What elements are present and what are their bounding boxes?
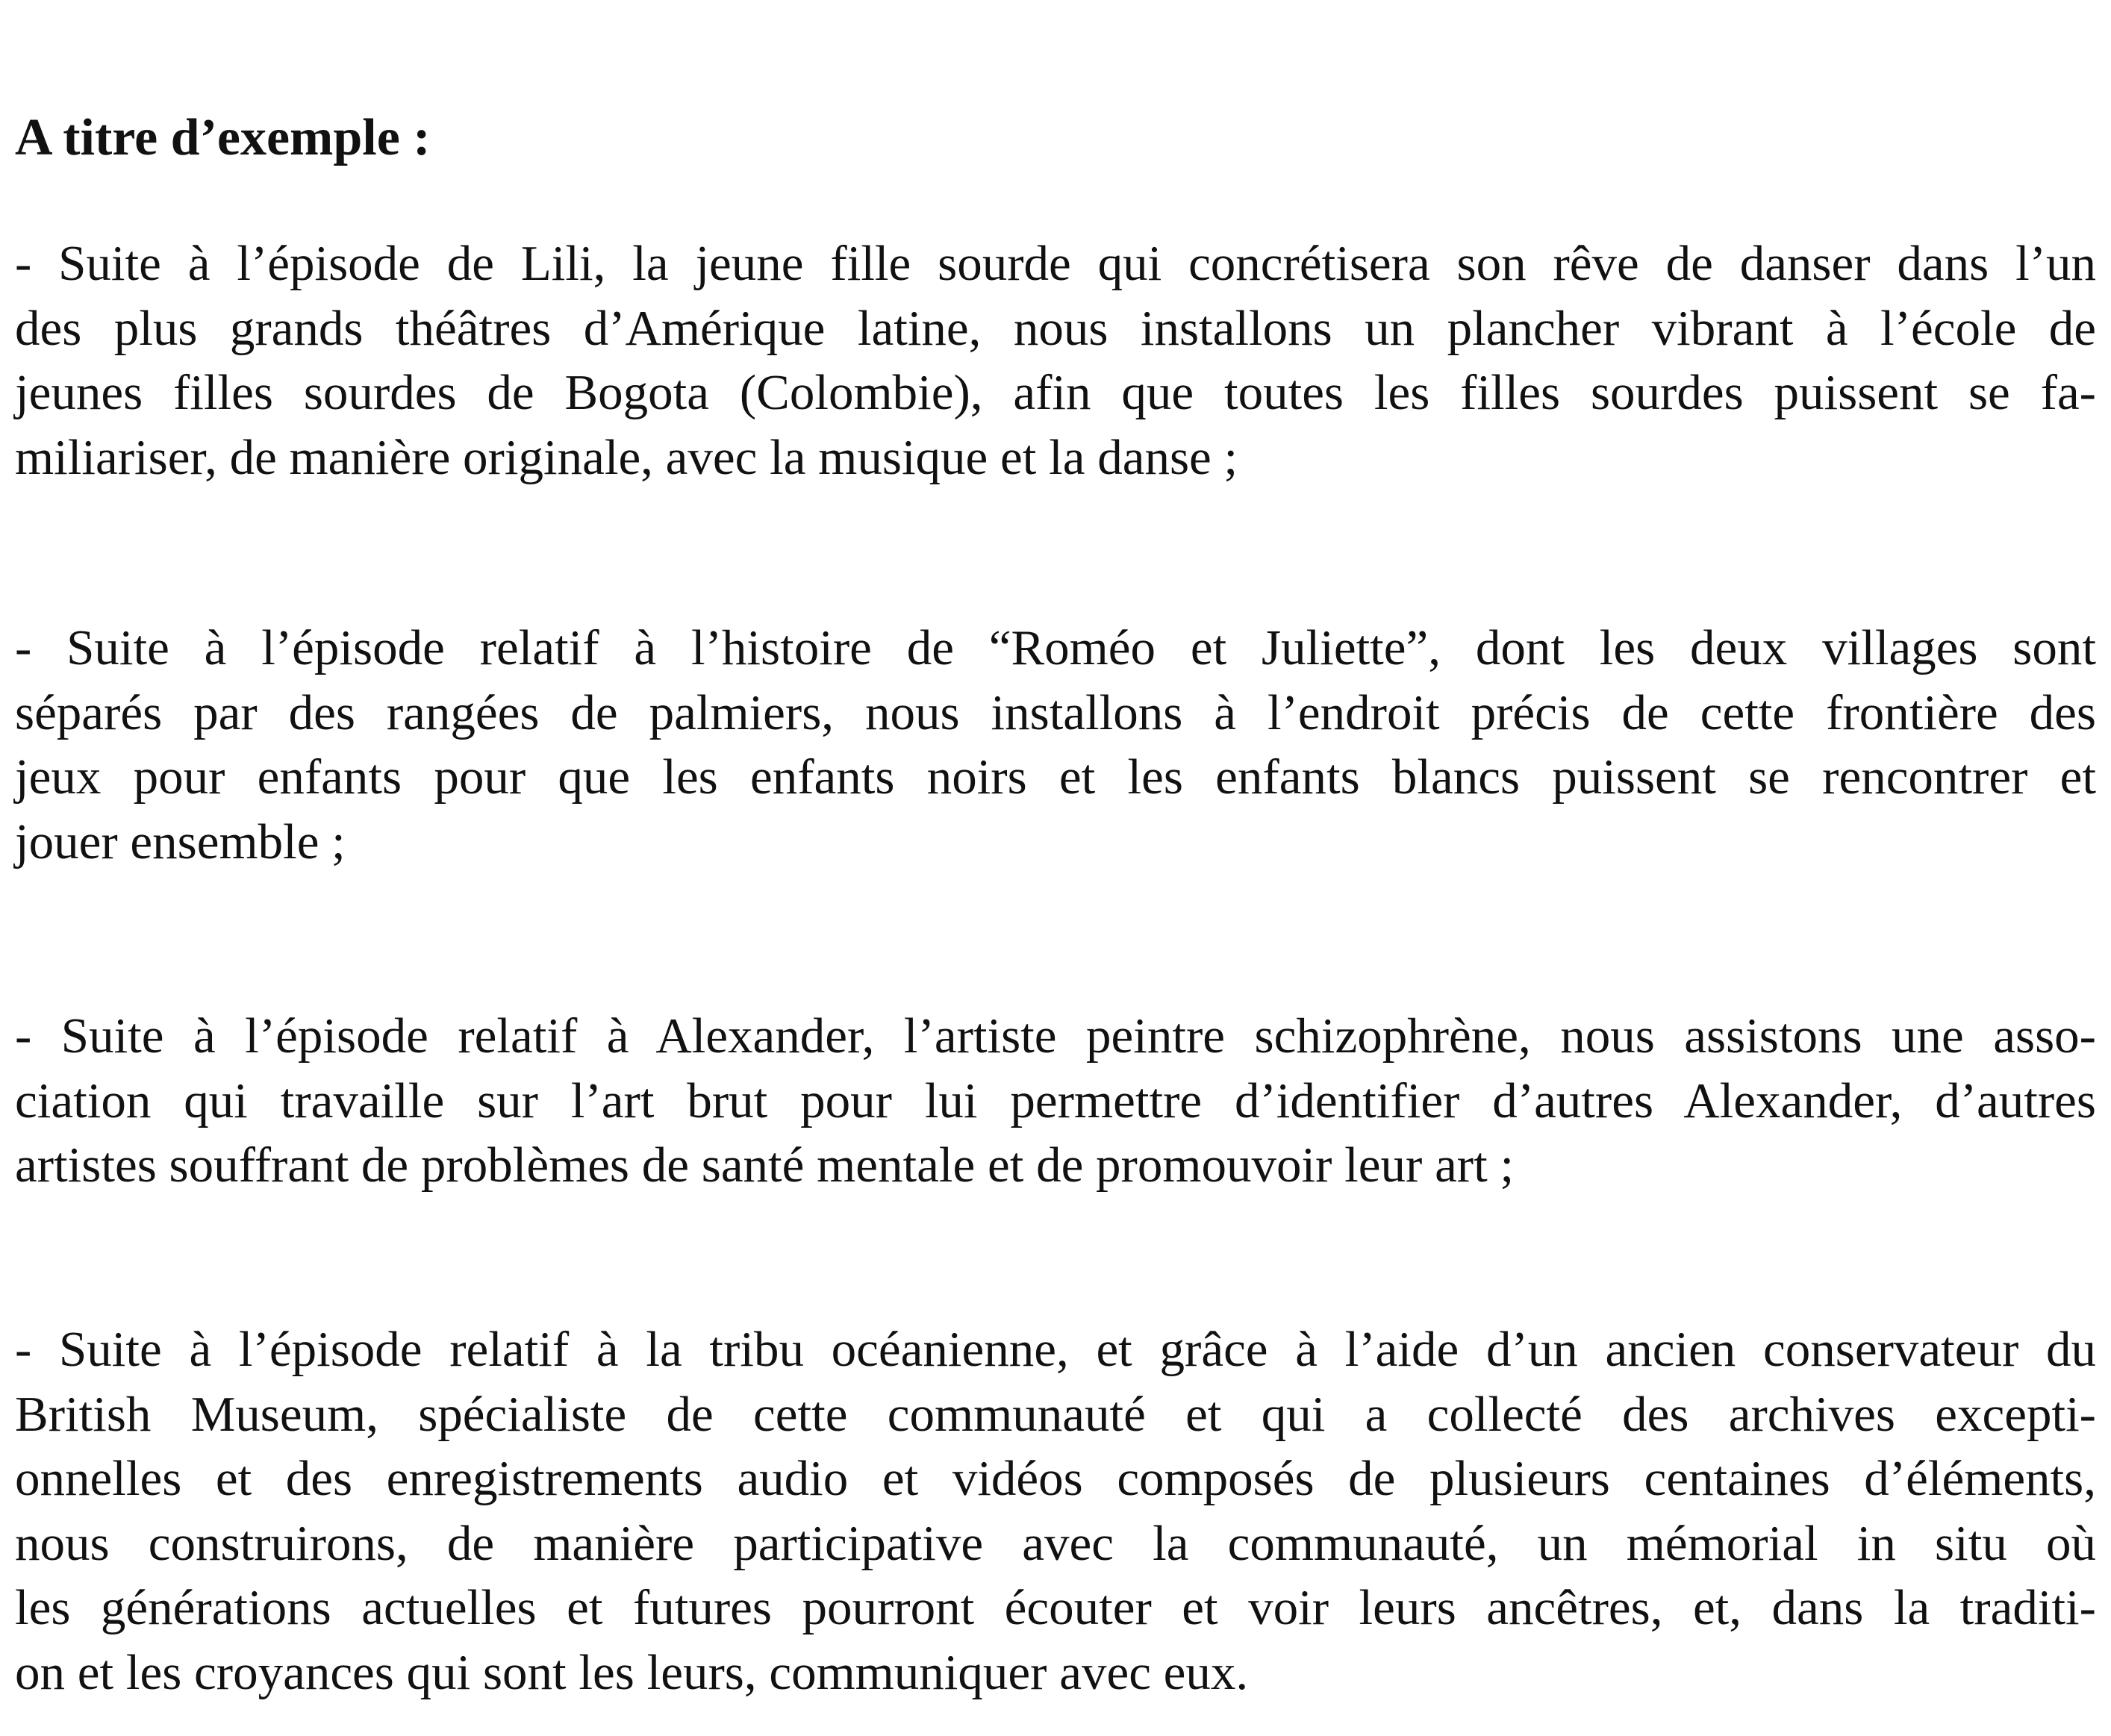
paragraph-line: - Suite à l’épisode relatif à la tribu océanienne, et grâce à l’aide d’un ancien conservateur du (15, 1322, 2096, 1377)
paragraph-line: - Suite à l’épisode relatif à Alexander, l’artiste peintre schizophrène, nous assistons une asso- (15, 1008, 2096, 1064)
paragraph-lili (15, 231, 2096, 490)
paragraph-alexander (15, 1004, 2096, 1198)
paragraph-line: jeunes filles sourdes de Bogota (Colombie), afin que toutes les filles sourdes puissent se fa- (15, 365, 2096, 420)
paragraph-line: - Suite à l’épisode relatif à l’histoire de “Roméo et Juliette”, dont les deux villages sont (15, 620, 2096, 675)
paragraph-line: jouer ensemble ; (15, 814, 346, 869)
paragraph-tribu-oceanienne (15, 1317, 2096, 1705)
paragraph-line: des plus grands théâtres d’Amérique latine, nous installons un plancher vibrant à l’école de (15, 300, 2096, 356)
paragraph-line: onnelles et des enregistrements audio et vidéos composés de plusieurs centaines d’éléments, (15, 1451, 2096, 1506)
paragraph-line: - Suite à l’épisode de Lili, la jeune fille sourde qui concrétisera son rêve de danser dans l’un (15, 236, 2096, 291)
paragraph-romeo-juliette (15, 616, 2096, 874)
paragraph-line: ciation qui travaille sur l’art brut pour lui permettre d’identifier d’autres Alexander, d’autres (15, 1072, 2096, 1128)
paragraph-line: jeux pour enfants pour que les enfants noirs et les enfants blancs puissent se rencontrer et (15, 749, 2096, 805)
paragraph-line: on et les croyances qui sont les leurs, communiquer avec eux. (15, 1644, 1249, 1700)
paragraph-line: British Museum, spécialiste de cette communauté et qui a collecté des archives excepti- (15, 1386, 2096, 1442)
paragraph-line: nous construirons, de manière participative avec la communauté, un mémorial in situ où (15, 1515, 2096, 1571)
paragraph-line: miliariser, de manière originale, avec la musique et la danse ; (15, 429, 1238, 485)
paragraph-line: les générations actuelles et futures pourront écouter et voir leurs ancêtres, et, dans la traditi- (15, 1580, 2096, 1635)
section-heading: A titre d’exemple : (15, 109, 431, 166)
paragraph-line: séparés par des rangées de palmiers, nous installons à l’endroit précis de cette frontière des (15, 684, 2096, 740)
paragraph-line: artistes souffrant de problèmes de santé mentale et de promouvoir leur art ; (15, 1137, 1515, 1193)
